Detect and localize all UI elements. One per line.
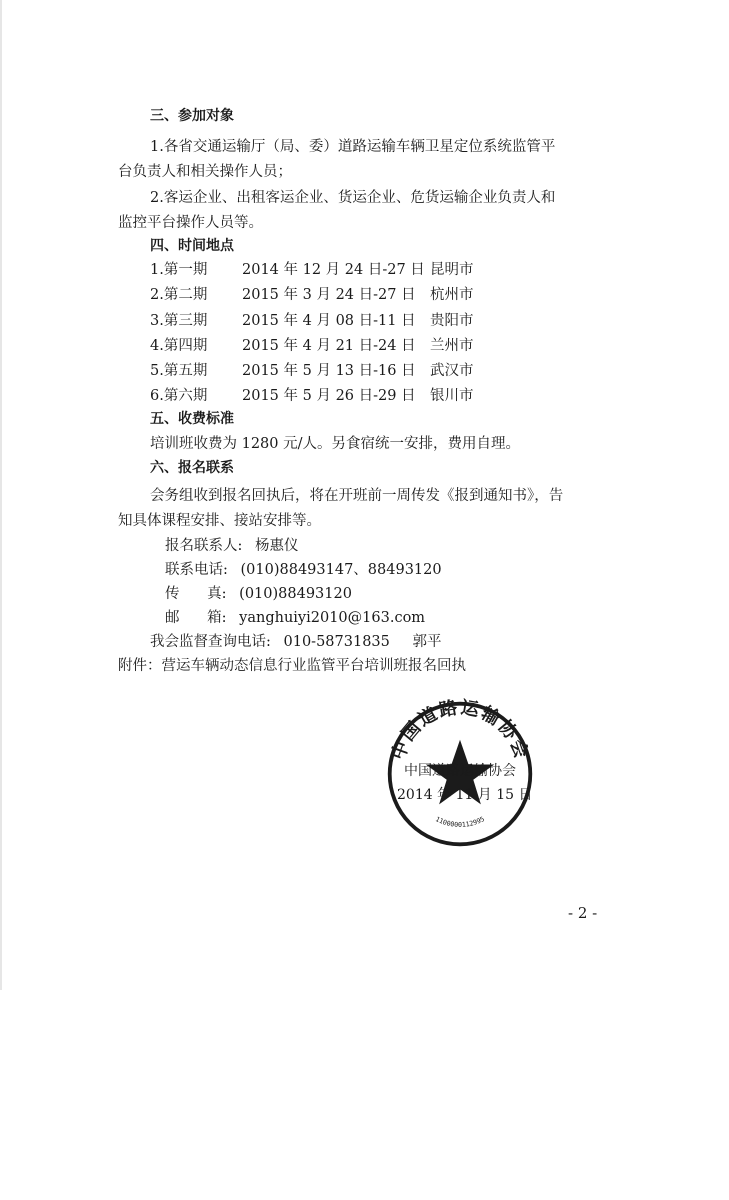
contact-email-row [165, 608, 425, 628]
contact-phone-row [165, 560, 442, 580]
section-6-text-line-1: 会务组收到报名回执后，将在开班前一周传发《报到通知书》，告 [150, 488, 564, 504]
supervise-phone: 010-58731835 [283, 634, 390, 650]
section-6-title: 六、报名联系 [150, 460, 234, 476]
section-3-item-1-line-2: 台负责人和相关操作人员； [118, 164, 292, 180]
signature-date: 2014 年 11 月 15 日 [397, 787, 533, 803]
schedule-city: 杭州市 [430, 287, 474, 303]
signature-org: 中国道路运输协会 [404, 763, 516, 779]
supervise-row [150, 632, 442, 652]
section-6-text-line-2: 知具体课程安排、接站安排等。 [118, 513, 321, 529]
schedule-row [150, 336, 570, 356]
schedule-date: 2015 年 4 月 21 日-24 日 [242, 338, 416, 354]
contact-fax-label: 传 真: [165, 586, 227, 602]
contact-person-row [165, 536, 299, 556]
supervise-person: 郭平 [412, 634, 442, 650]
contact-phone-value: (010)88493147、88493120 [240, 562, 442, 578]
section-5-text: 培训班收费为 1280 元/人。另食宿统一安排，费用自理。 [150, 436, 521, 452]
section-3-item-2-line-2: 监控平台操作人员等。 [118, 215, 263, 231]
section-4-title: 四、时间地点 [150, 238, 234, 254]
schedule-date: 2014 年 12 月 24 日-27 日 [242, 262, 425, 278]
schedule-term: 1.第一期 [150, 262, 208, 278]
contact-fax-row [165, 584, 352, 604]
schedule-row [150, 285, 570, 305]
section-3-item-2-line-1: 2.客运企业、出租客运企业、货运企业、危货运输企业负责人和 [150, 190, 556, 206]
seal-number: 1100000112995 [434, 815, 486, 829]
schedule-city: 贵阳市 [430, 313, 474, 329]
contact-fax-value: (010)88493120 [239, 586, 352, 602]
contact-phone-label: 联系电话: [165, 562, 228, 578]
attachment-line: 附件：营运车辆动态信息行业监管平台培训班报名回执 [118, 658, 466, 674]
section-3-title: 三、参加对象 [150, 108, 234, 124]
section-3-item-1-line-1: 1.各省交通运输厅（局、委）道路运输车辆卫星定位系统监管平 [150, 139, 556, 155]
page-number: - 2 - [568, 904, 598, 922]
schedule-date: 2015 年 5 月 26 日-29 日 [242, 388, 416, 404]
schedule-term: 4.第四期 [150, 338, 208, 354]
schedule-row [150, 386, 570, 406]
section-5-title: 五、收费标准 [150, 411, 234, 427]
contact-email-label: 邮 箱: [165, 610, 227, 626]
schedule-city: 昆明市 [430, 262, 474, 278]
schedule-date: 2015 年 3 月 24 日-27 日 [242, 287, 416, 303]
schedule-city: 兰州市 [430, 338, 474, 354]
schedule-term: 6.第六期 [150, 388, 208, 404]
contact-person-label: 报名联系人: [165, 538, 243, 554]
schedule-term: 5.第五期 [150, 363, 208, 379]
contact-email-value: yanghuiyi2010@163.com [239, 610, 426, 626]
schedule-date: 2015 年 4 月 08 日-11 日 [242, 313, 416, 329]
page-edge [0, 0, 2, 990]
schedule-city: 武汉市 [430, 363, 474, 379]
schedule-row [150, 361, 570, 381]
schedule-date: 2015 年 5 月 13 日-16 日 [242, 363, 416, 379]
schedule-term: 2.第二期 [150, 287, 208, 303]
contact-person-name: 杨惠仪 [255, 538, 299, 554]
schedule-term: 3.第三期 [150, 313, 208, 329]
schedule-row [150, 311, 570, 331]
seal-arc-text: 中国道路运输协会 [387, 698, 533, 763]
schedule-row [150, 260, 570, 280]
schedule-city: 银川市 [430, 388, 474, 404]
supervise-label: 我会监督查询电话: [150, 634, 271, 650]
